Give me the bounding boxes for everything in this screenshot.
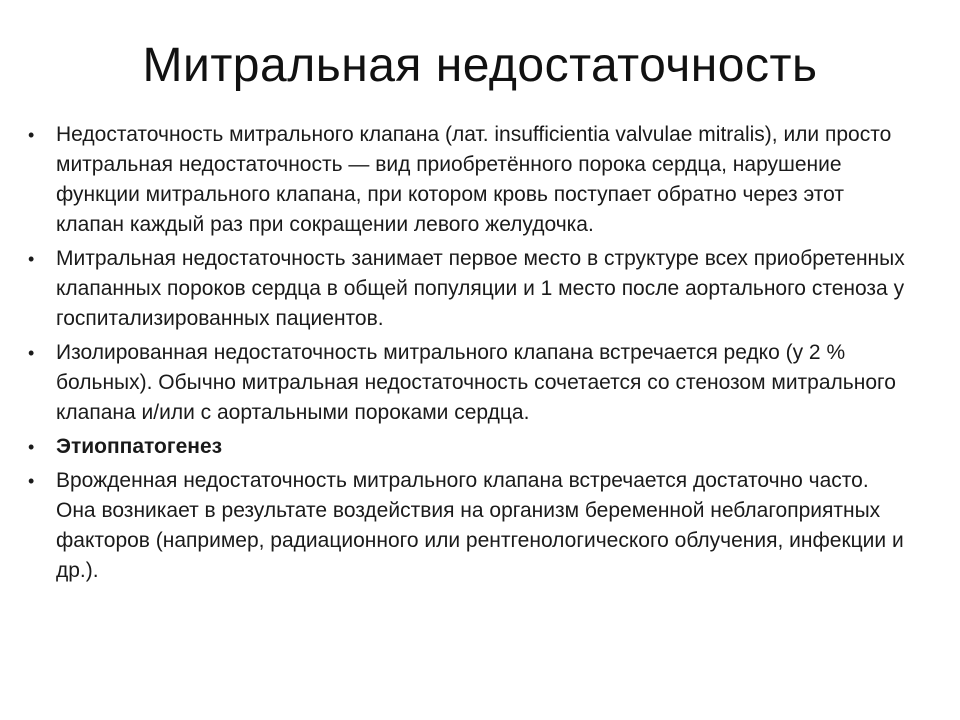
- slide-title: Митральная недостаточность: [142, 39, 818, 92]
- bullet-dot-icon: •: [28, 249, 35, 269]
- bullet-dot-icon: •: [28, 125, 35, 145]
- bullet-item-definition: [28, 120, 908, 240]
- bullet-dot-icon: •: [28, 343, 35, 363]
- bullet-text: Недостаточность митрального клапана (лат. insufficientia valvulae mitralis), или просто митральная недостаточность — вид приобретённого порока сердца, нарушение функции митрального клапана, при котором кровь поступает обратно через этот клапан каждый раз при сокращении левого желудочка.: [56, 123, 892, 236]
- bullet-item-etiopathogenesis-heading: [28, 432, 908, 462]
- bullet-dot-icon: •: [28, 471, 35, 491]
- bullet-text: Митральная недостаточность занимает первое место в структуре всех приобретенных клапанных пороков сердца в общей популяции и 1 место после аортального стеноза у госпитализированных пациентов.: [56, 247, 905, 330]
- bullet-heading-text: Этиоппатогенез: [56, 435, 223, 458]
- bullet-item-prevalence: [28, 244, 908, 334]
- bullet-item-congenital: [28, 466, 908, 586]
- bullet-text: Изолированная недостаточность митрального клапана встречается редко (у 2 % больных). Обычно митральная недостаточность сочетается со стенозом митрального клапана и/или с аортальными пороками сердца.: [56, 341, 896, 424]
- bullet-dot-icon: •: [28, 437, 35, 457]
- bullet-list: [28, 120, 908, 590]
- bullet-item-isolated: [28, 338, 908, 428]
- bullet-text: Врожденная недостаточность митрального клапана встречается достаточно часто. Она возникает в результате воздействия на организм беременной неблагоприятных факторов (например, радиационного или рентгенологического облучения, инфекции и др.).: [56, 469, 904, 582]
